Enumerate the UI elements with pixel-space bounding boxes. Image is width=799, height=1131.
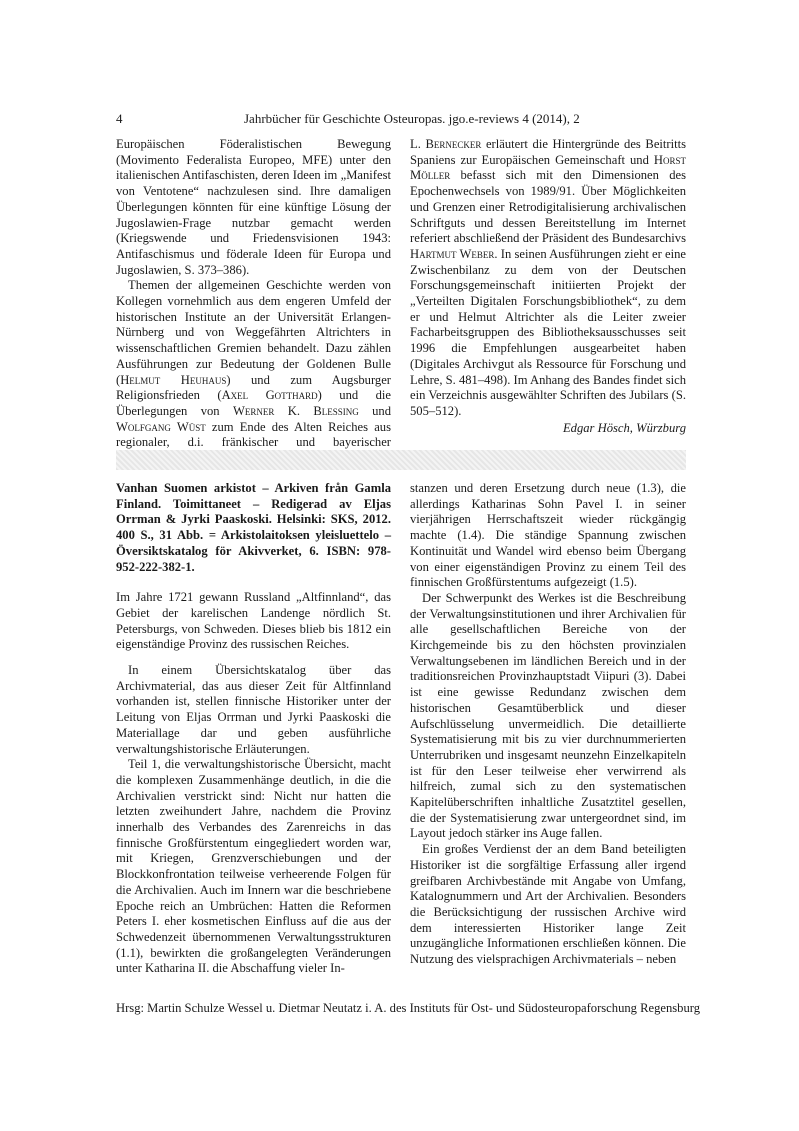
text-run: zum Ende des Alten Reiches aus regionaler, d.i. fränkischer und bayerischer bbox=[116, 419, 391, 450]
person-name: Hartmut Weber bbox=[410, 246, 495, 261]
paragraph bbox=[116, 278, 391, 466]
paragraph: stanzen und deren Ersetzung durch neue (1.3), die allerdings Katharinas Sohn Pavel I. in seiner vierjährigen Herrschaftszeit wieder rückgängig machte (1.4). Die ständige Spannung zwischen Kontinuität und Wandel wird ebenso beim Übergang von einer eigenständigen Provinz zu einem Teil des finnischen Großfürstentums aufgezeigt (1.5). bbox=[410, 481, 686, 590]
page-footer: Hrsg: Martin Schulze Wessel u. Dietmar Neutatz i. A. des Instituts für Ost- und Südosteuropaforschung Regensburg bbox=[116, 1001, 701, 1015]
spacer bbox=[116, 653, 391, 663]
paragraph: Der Schwerpunkt des Werkes ist die Beschreibung der Verwaltungsinstitutionen und ihrer Archivalien für alle gesellschaftlichen Bereiche von der Kirchgemeinde bis zu den höchsten provinzialen Verwaltungsebenen im ländlichen Bereich und in der traditionsreichen Provinzhauptstadt Viipuri (3). Dabei ist eine gewisse Redundanz zwischen dem historischen Gesamtüberblick und dieser Aufschlüsselung unvermeidlich. Die detaillierte Systematisierung mit bis zu vier durchnummerierten Unterrubriken und insgesamt neunzehn Einzelkapiteln ist für den Leser teilweise eher verwirrend als hilfreich, zumal sich zu den systematischen Kapitelüberschriften inhaltliche Zusatztitel gesellen, die der Systematisierung zwar untergeordnet sind, im Layout jedoch stärker ins Auge fallen. bbox=[410, 590, 686, 841]
previous-review-left-column bbox=[116, 137, 391, 467]
paragraph: Ein großes Verdienst der an dem Band beteiligten Historiker ist die sorgfältige Erfassung aller irgend greifbaren Archivbestände mit Angabe von Umfang, Katalognummern und Art der Archivalien. Besonders die Berücksichtigung der russischen Archive wird dem interessierten Historiker lange Zeit unzugängliche Informationen erschließen können. Die Nutzung des vielsprachigen Archivmaterials – neben bbox=[410, 842, 686, 967]
person-name: Werner K. Blessing bbox=[232, 403, 359, 418]
person-name: Helmut Heuhaus bbox=[120, 372, 227, 387]
previous-review-right-column bbox=[410, 137, 686, 436]
page-number: 4 bbox=[116, 111, 123, 126]
text-run: befasst sich mit den Dimensionen des Epochenwechsels von 1989/91. Über Möglichkeiten und Grenzen einer Retrodigitalisierung archivalischen Schriftguts und dessen Bereitstellung im Internet referiert abschließend der Präsident des Bundesarchivs bbox=[410, 168, 686, 246]
review-author: Edgar Hösch, Würzburg bbox=[562, 420, 686, 435]
paragraph bbox=[410, 137, 686, 420]
paragraph: Teil 1, die verwaltungshistorische Übersicht, macht die komplexen Zusammenhänge deutlich, in die die Archivalien verstrickt sind: Nicht nur hatten die letzten zweihundert Jahre, nachdem die Provinz innerhalb des Verbandes des Zarenreichs in das finnische Großfürstentum eingegliedert worden war, mit Kriegen, Grenzverschiebungen und der Blockkonfrontation teilweise verheerende Folgen für die Archivalien. Auch im Innern war die beschriebene Epoche reich an Umbrüchen: Hatten die Reformen Peters I. eher kosmetischen Einfluss auf die aus der Schwedenzeit übernommenen Verwaltungsstrukturen (1.1), bewirkten die großangelegten Veränderungen unter Katharina II. die Abschaffung vieler In- bbox=[116, 757, 391, 976]
review-left-column bbox=[116, 481, 391, 977]
text-run: erläutert die Hintergründe des Beitritts Spaniens zur Europäischen Gemeinschaft und bbox=[410, 137, 686, 167]
person-name: Axel Gotthard bbox=[221, 388, 318, 403]
review-right-column bbox=[410, 481, 686, 968]
spacer bbox=[116, 575, 391, 590]
text-run: ) und die Überlegungen von bbox=[116, 388, 391, 418]
person-name: L. Bernecker bbox=[410, 137, 482, 151]
text-run: . In seinen Ausführungen zieht er eine Zwischenbilanz zu dem von der Deutschen Forschungsgemeinschaft initiierten Projekt der „Verteilten Digitalen Forschungsbibliothek“, zu dem er und Helmut Altrichter als die Leiter zweier Facharbeitsgruppen des Bibliotheksausschusses seit 1996 die Empfehlungen ausgearbeitet haben (Digitales Archivgut als Ressource für Forschung und Lehre, S. 481–498). Im Anhang des Bandes findet sich ein Verzeichnis ausgewählter Schriften des Jubilars (S. 505–512). bbox=[410, 246, 686, 418]
person-name: Horst Möller bbox=[410, 152, 686, 183]
text-run: ) und zum Augsburger Religionsfrieden ( bbox=[116, 372, 391, 403]
text-run: Themen der allgemeinen Geschichte werden von Kollegen vornehmlich aus dem engeren Umfeld der historischen Institute an der Universität Erlangen-Nürnberg und von Weggefährten Altrichters in wissenschaftlichen Gremien behandelt. Dazu zählen Ausführungen zur Bedeutung der Goldenen Bulle ( bbox=[116, 278, 391, 387]
journal-title: Jahrbücher für Geschichte Osteuropas. jgo.e-reviews 4 (2014), 2 bbox=[244, 111, 580, 126]
text-run: und bbox=[358, 403, 391, 418]
review-separator-band bbox=[116, 450, 686, 470]
paragraph: Europäischen Föderalistischen Bewegung (Movimento Federalista Europeo, MFE) unter den italienischen Antifaschisten, deren Ideen im „Manifest von Ventotene“ nachzulesen sind. Ihre damaligen Überlegungen könnten für eine künftige Lösung der Jugoslawien-Frage nutzbar gemacht werden (Kriegswende und Friedensvisionen 1943: Antifaschismus und föderale Ideen für Europa und Jugoslawien, S. 373–386). bbox=[116, 137, 391, 277]
running-header bbox=[116, 111, 686, 131]
paragraph: Im Jahre 1721 gewann Russland „Altfinnland“, das Gebiet der karelischen Landenge nördlich St. Petersburgs, von Schweden. Dieses blieb bis 1812 ein eigenständige Provinz des russischen Reiches. bbox=[116, 590, 391, 652]
review-title: Vanhan Suomen arkistot – Arkiven från Gamla Finland. Toimittaneet – Redigerad av Eljas Orrman & Jyrki Paaskoski. Helsinki: SKS, 2012. 400 S., 31 Abb. = Arkistolaitoksen yleisluettelo – Översiktskatalog för Akivverket, 6. ISBN: 978-952-222-382-1. bbox=[116, 481, 391, 574]
paragraph: In einem Übersichtskatalog über das Archivmaterial, das aus dieser Zeit für Altfinnland vorhanden ist, stellen finnische Historiker unter der Leitung von Eljas Orrman und Jyrki Paaskoski die Materiallage dar und geben ausführliche verwaltungshistorische Erläuterungen. bbox=[116, 663, 391, 756]
person-name: Wolfgang Wüst bbox=[116, 419, 206, 434]
